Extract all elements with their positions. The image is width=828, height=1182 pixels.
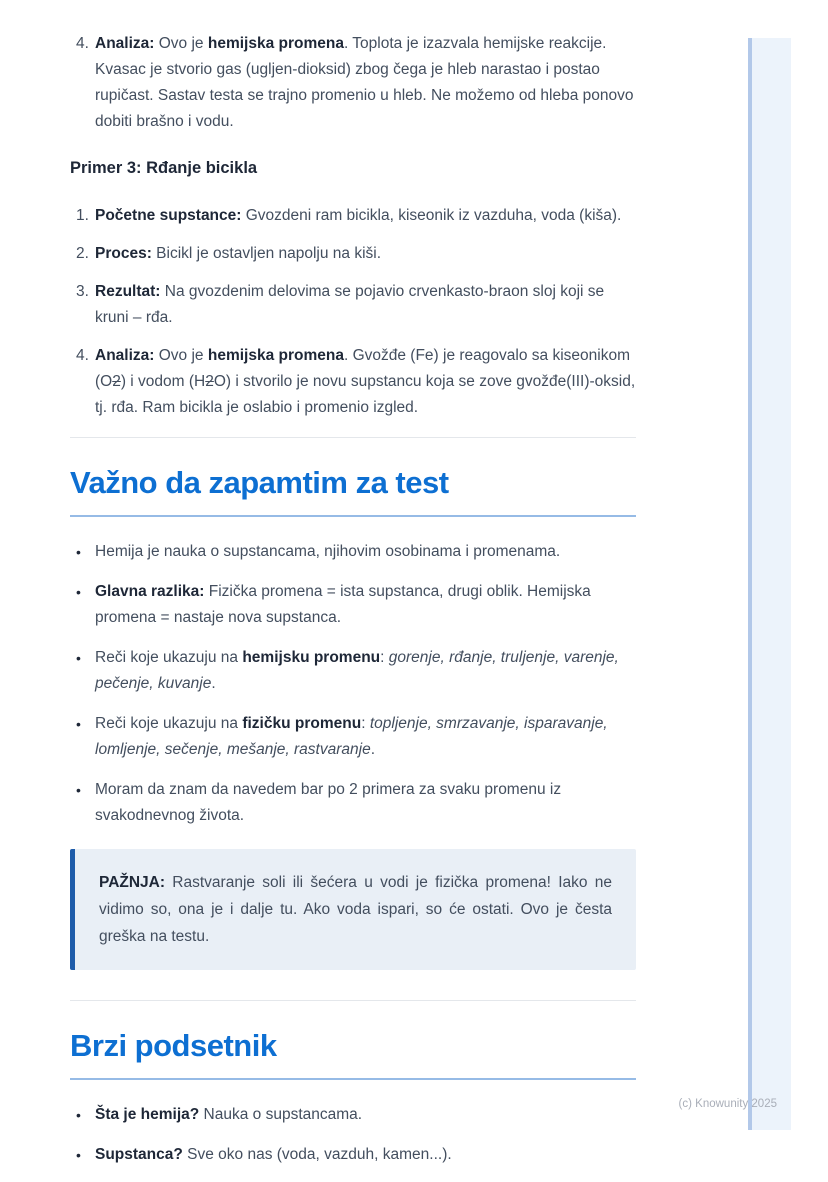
list-item [70,241,636,267]
section-divider [70,1000,636,1001]
bullet-icon: • [76,544,81,560]
list-number: 1. [76,207,89,224]
primer3-heading: Primer 3: Rđanje bicikla [70,159,258,177]
bullet-icon: • [76,584,81,600]
list-item [70,279,636,331]
list-number: 3. [76,283,89,300]
bullet-text: Moram da znam da navedem bar po 2 primera za svaku promenu iz svakodnevnog života. [95,781,562,824]
bullet-item [70,711,636,763]
section-divider [70,437,636,438]
bullet-item [70,579,636,631]
bullet-text: Šta je hemija? Nauka o supstancama. [95,1106,363,1123]
bullet-item [70,1102,636,1128]
bullet-icon: • [76,716,81,732]
bullet-item [70,1142,636,1168]
list-item-text: Početne supstance: Gvozdeni ram bicikla, kiseonik iz vazduha, voda (kiša). [95,207,622,224]
bullet-list-vazno [70,539,636,829]
bullet-icon: • [76,650,81,666]
section-title-brzi-podsetnik: Brzi podsetnik [70,1027,636,1080]
list-number: 4. [76,35,89,52]
list-item-analiza-bread [70,31,636,135]
bullet-item [70,645,636,697]
list-item [70,343,636,421]
list-item-text: Rezultat: Na gvozdenim delovima se pojavio crvenkasto-braon sloj koji se kruni – rđa. [95,283,605,326]
list-item [70,203,636,229]
bullet-item [70,539,636,565]
ordered-list-primer3 [70,203,636,421]
callout-text: PAŽNJA: Rastvaranje soli ili šećera u vodi je fizička promena! Iako ne vidimo so, ona je i dalje tu. Ako voda ispari, so će ostati. Ovo je česta greška na testu. [99,874,612,945]
bullet-text: Reči koje ukazuju na hemijsku promenu: gorenje, rđanje, truljenje, varenje, pečenje, kuvanje. [95,649,619,692]
section-title-vazno: Važno da zapamtim za test [70,464,636,517]
document-content [70,0,636,1182]
paznja-callout [70,849,636,970]
bullet-icon: • [76,1107,81,1123]
bullet-item [70,777,636,829]
bullet-text: Glavna razlika: Fizička promena = ista supstanca, drugi oblik. Hemijska promena = nastaje nova supstanca. [95,583,591,626]
list-item-text: Proces: Bicikl je ostavljen napolju na kiši. [95,245,382,262]
bullet-list-brzi-podsetnik [70,1102,636,1168]
page-edge-strip [748,38,791,1130]
list-item-text: Analiza: Ovo je hemijska promena. Toplota je izazvala hemijske reakcije. Kvasac je stvorio gas (ugljen-dioksid) zbog čega je hleb narastao i postao rupičast. Sastav testa se trajno promenio u hleb. Ne možemo od hleba ponovo dobiti brašno i vodu. [95,35,634,130]
list-number: 2. [76,245,89,262]
list-item-text: Analiza: Ovo je hemijska promena. Gvožđe (Fe) je reagovalo sa kiseonikom (O2) i vodom (H2O) i stvorilo je novu supstancu koja se zove gvožđe(III)-oksid, tj. rđa. Ram bicikla je oslabio i promenio izgled. [95,347,636,416]
bullet-icon: • [76,782,81,798]
watermark: (c) Knowunity 2025 [678,1098,777,1110]
bullet-text: Reči koje ukazuju na fizičku promenu: topljenje, smrzavanje, isparavanje, lomljenje, sečenje, mešanje, rastvaranje. [95,715,608,758]
bullet-text: Supstanca? Sve oko nas (voda, vazduh, kamen...). [95,1146,452,1163]
bullet-text: Hemija je nauka o supstancama, njihovim osobinama i promenama. [95,543,561,560]
bullet-icon: • [76,1147,81,1163]
list-number: 4. [76,347,89,364]
